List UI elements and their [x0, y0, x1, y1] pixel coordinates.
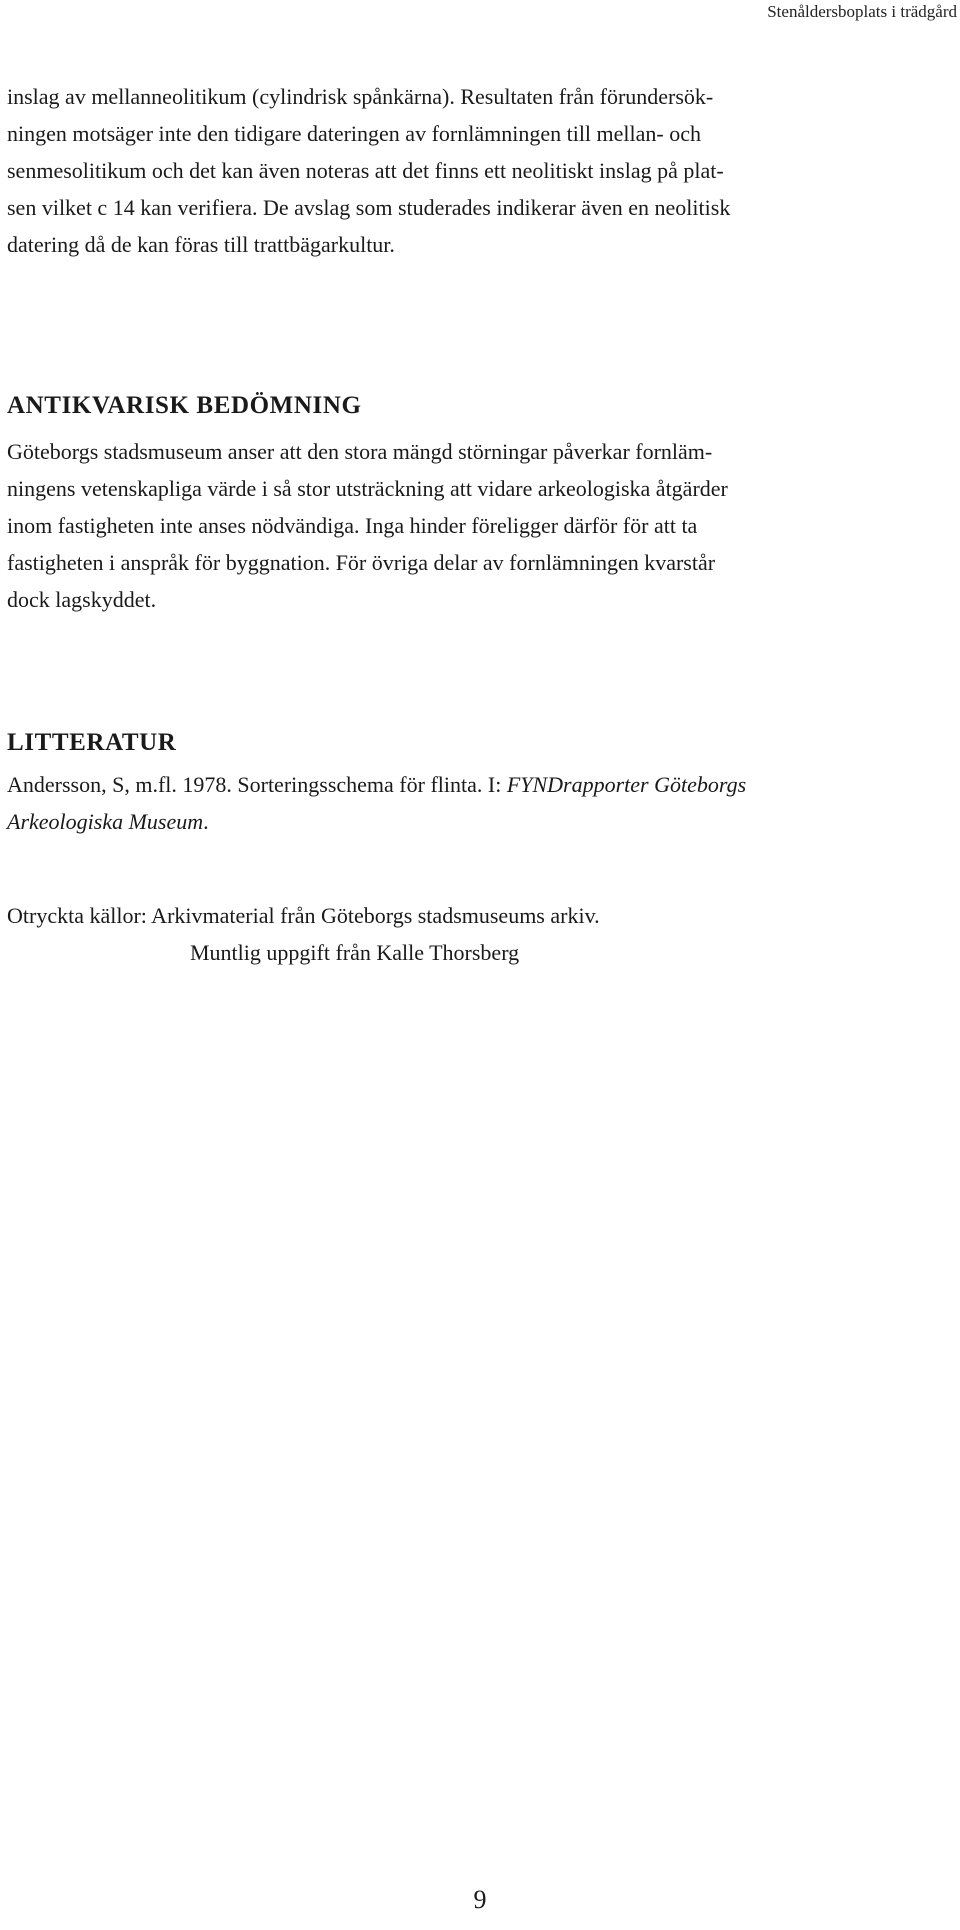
reference-series-title: FYNDrapporter Göteborgs — [506, 772, 747, 797]
intro-line: senmesolitikum och det kan även noteras att det finns ett neolitiskt inslag på plat- — [7, 158, 724, 183]
reference-end: . — [203, 809, 209, 834]
assessment-paragraph — [7, 433, 957, 618]
sources-paragraph — [7, 897, 957, 971]
literature-reference — [7, 766, 957, 840]
intro-line: sen vilket c 14 kan verifiera. De avslag som studerades indikerar även en neolitisk — [7, 195, 731, 220]
reference-series-title-cont: Arkeologiska Museum — [7, 809, 204, 834]
page-number: 9 — [473, 1885, 487, 1914]
reference-line — [7, 766, 957, 803]
assessment-heading: ANTIKVARISK BEDÖMNING — [7, 392, 362, 419]
intro-paragraph — [7, 78, 957, 263]
reference-text: Andersson, S, m.fl. 1978. Sorteringsschema för flinta. I: — [7, 772, 507, 797]
assessment-line: inom fastigheten inte anses nödvändiga. Inga hinder föreligger därför för att ta — [7, 513, 698, 538]
intro-line: datering då de kan föras till trattbägarkultur. — [7, 232, 395, 257]
assessment-line: dock lagskyddet. — [7, 587, 157, 612]
sources-line: Muntlig uppgift från Kalle Thorsberg — [190, 940, 520, 965]
assessment-line: fastigheten i anspråk för byggnation. För övriga delar av fornlämningen kvarstår — [7, 550, 716, 575]
intro-line: inslag av mellanneolitikum (cylindrisk spånkärna). Resultaten från förundersök- — [7, 84, 714, 109]
running-header: Stenåldersboplats i trädgård — [767, 2, 957, 21]
assessment-line: Göteborgs stadsmuseum anser att den stora mängd störningar påverkar fornläm- — [7, 439, 713, 464]
literature-heading: LITTERATUR — [7, 729, 177, 756]
assessment-line: ningens vetenskapliga värde i så stor utsträckning att vidare arkeologiska åtgärder — [7, 476, 728, 501]
reference-line — [7, 803, 957, 840]
sources-line: Otryckta källor: Arkivmaterial från Göteborgs stadsmuseums arkiv. — [7, 903, 600, 928]
intro-line: ningen motsäger inte den tidigare dateringen av fornlämningen till mellan- och — [7, 121, 701, 146]
